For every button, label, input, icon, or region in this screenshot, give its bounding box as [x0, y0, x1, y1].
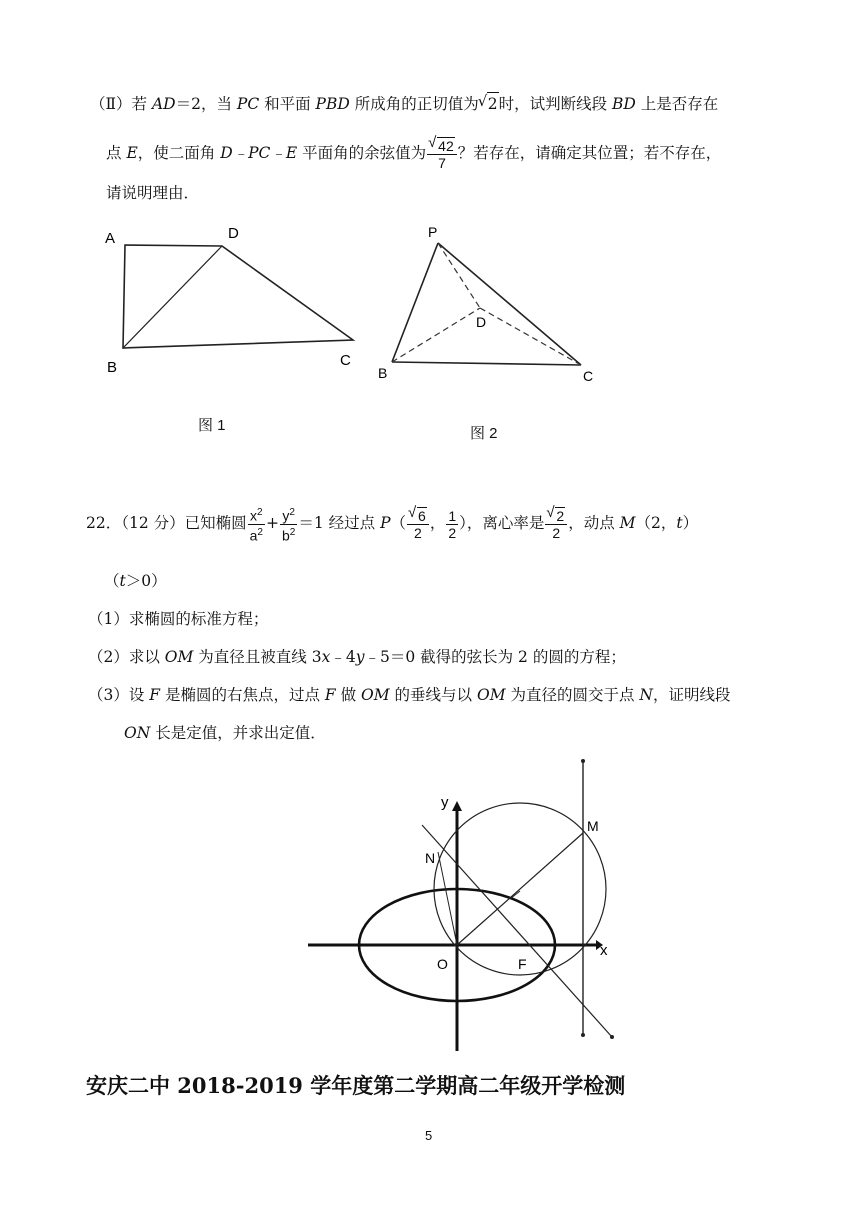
label-m: M	[587, 818, 599, 834]
sqrt-2: √ 2	[487, 92, 499, 115]
figure-2-caption: 图 2	[470, 425, 498, 442]
label-n: N	[425, 850, 436, 866]
quadrilateral-abcd	[123, 245, 353, 348]
edge-dc-dashed	[480, 308, 581, 365]
figure-1-caption: 图 1	[198, 417, 226, 434]
label-d: D	[476, 314, 487, 330]
label-b: B	[107, 359, 118, 376]
fraction-1-over-2: $\frac{1}{2}$	[448, 507, 457, 541]
label-x: x	[600, 942, 608, 959]
edge-pb	[392, 243, 438, 362]
edge-bd-dashed	[392, 308, 480, 362]
label-a: A	[105, 230, 116, 247]
part2-line3: 请说明理由．	[106, 184, 200, 202]
label-o: O	[437, 956, 448, 972]
q22-sub3: （3）设 F 是椭圆的右焦点，过点 F 做 OM 的垂线与以 OM 为直径的圆交于点 N，证明线段	[88, 686, 731, 704]
fraction-sqrt42-over-7: √ $\frac{42}{7}$	[427, 137, 457, 171]
q22-sub1: （1）求椭圆的标准方程；	[88, 610, 269, 628]
y-axis-arrow	[452, 801, 462, 811]
diagonal-bd	[123, 246, 222, 348]
fraction-sqrt6-over-2: √ $\frac{6}{2}$	[407, 507, 429, 541]
q22-sub2: （2）求以 OM 为直径且被直线 3x﹣4y﹣5＝0 截得的弦长为 2 的圆的方程；	[88, 648, 626, 666]
label-p: P	[428, 224, 438, 240]
fraction-y2-b2: $\frac{y^2}{b^2}$	[281, 506, 296, 544]
label-d: D	[228, 225, 239, 242]
edge-pd-dashed	[438, 243, 480, 308]
label-c: C	[340, 352, 351, 369]
part2-line1: （Ⅱ）若 AD＝2，当 PC 和平面 PBD 所成角的正切值为√ 2时，试判断线段 BD 上是否存在	[90, 92, 718, 115]
edge-bc	[392, 362, 581, 365]
fraction-sqrt2-over-2: √ $\frac{2}{2}$	[545, 507, 567, 541]
part2-line2: 点 E，使二面角 D﹣PC﹣E 平面角的余弦值为 √ $\frac{42}{7}$ ？若存在，请确定其位置；若不存在，	[106, 134, 721, 172]
label-y: y	[441, 794, 449, 811]
q22-line1: 22．（12 分）已知椭圆 $\frac{x^2}{a^2}$ + $\frac{y^2}{b^2}$ ＝1 经过点 P（ √ $\frac{6}{2}$ ， $\frac{1}{2}$ ），离心率是 √ $\frac{2}{2}$ ，动点 M（2，t）	[86, 502, 698, 544]
edge-pc	[438, 243, 581, 365]
figure-3	[300, 755, 630, 1060]
figure-1	[95, 215, 365, 445]
fraction-x2-a2: $\frac{x^2}{a^2}$	[249, 506, 263, 544]
figure-2	[370, 215, 610, 445]
segment-on	[438, 852, 457, 945]
q22-condition: （t＞0）	[104, 572, 167, 590]
label-f: F	[518, 956, 527, 972]
q22-sub3-cont: ON 长是定值，并求出定值．	[124, 724, 326, 742]
label-c: C	[583, 368, 594, 384]
label-b: B	[378, 365, 388, 381]
page-number: 5	[425, 1128, 433, 1143]
exam-title: 安庆二中 2018-2019 学年度第二学期高二年级开学检测	[86, 1073, 626, 1098]
